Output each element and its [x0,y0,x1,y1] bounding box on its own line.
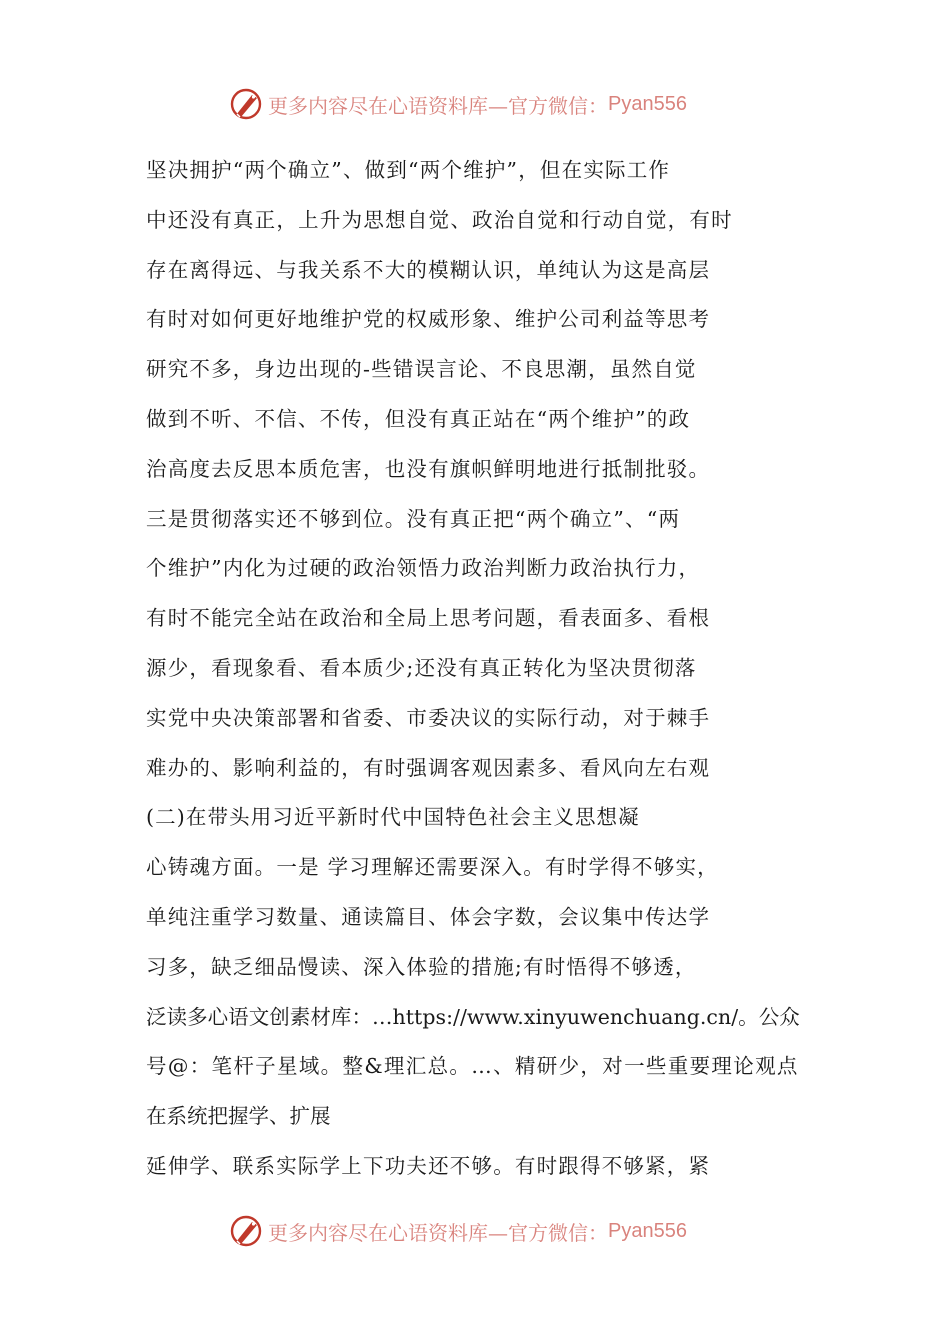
text-line: 研究不多，身边出现的-些错误言论、不良思潮，虽然自觉 [146,357,697,382]
banner-text: 更多内容尽在心语资料库—官方微信： [268,1220,608,1245]
pen-nib-logo-icon [228,86,264,122]
pen-nib-logo-icon [228,1213,264,1249]
text-line: 实党中央决策部署和省委、市委决议的实际行动，对于棘手 [146,705,711,730]
text-line: 做到不听、不信、不传，但没有真正站在“两个维护”的政 [146,406,691,431]
text-line: 中还没有真正，上升为思想自觉、政治自觉和行动自觉，有时 [146,207,733,232]
text-line: 延伸学、联系实际学上下功夫还不够。有时跟得不够紧，紧 [146,1153,711,1178]
footer-watermark-banner [228,1211,687,1251]
text-line: 有时不能完全站在政治和全局上思考问题，看表面多、看根 [146,606,711,631]
document-body [146,146,826,1192]
banner-wechat-id: Pyan556 [608,92,687,115]
text-line: 习多，缺乏细品慢读、深入体验的措施;有时悟得不够透， [146,954,697,979]
section-heading-line: (二)在带头用习近平新时代中国特色社会主义思想凝 [146,805,640,830]
text-line: 坚决拥护“两个确立”、做到“两个维护”，但在实际工作 [146,158,671,182]
banner-text: 更多内容尽在心语资料库—官方微信： [268,93,608,118]
banner-wechat-id: Pyan556 [608,1219,687,1242]
text-line: 在系统把握学、扩展 [146,1104,331,1129]
text-line: 源少，看现象看、看本质少;还没有真正转化为坚决贯彻落 [146,655,697,680]
text-line: 存在离得远、与我关系不大的模糊认识，单纯认为这是高层 [146,257,711,282]
header-watermark-banner [228,84,687,124]
text-line: 治高度去反思本质危害，也没有旗帜鲜明地进行抵制批驳。 [146,456,711,481]
text-line: 单纯注重学习数量、通读篇目、体会字数，会议集中传达学 [146,904,711,929]
text-line: 心铸魂方面。一是 学习理解还需要深入。有时学得不够实， [146,855,719,880]
text-line: 有时对如何更好地维护党的权威形象、维护公司利益等思考 [146,307,711,332]
watermark-text-line: 号@：笔杆子星域。整&理汇总。…、精研少，对一些重要理论观点 [146,1054,799,1079]
watermark-text-line: 泛读多心语文创素材库：…https://www.xinyuwenchuang.cn/。公众 [146,1004,800,1029]
text-line: 个维护”内化为过硬的政治领悟力政治判断力政治执行力， [146,556,701,581]
text-line: 难办的、影响利益的，有时强调客观因素多、看风向左右观 [146,755,711,780]
text-line: 三是贯彻落实还不够到位。没有真正把“两个确立”、“两 [146,506,681,531]
